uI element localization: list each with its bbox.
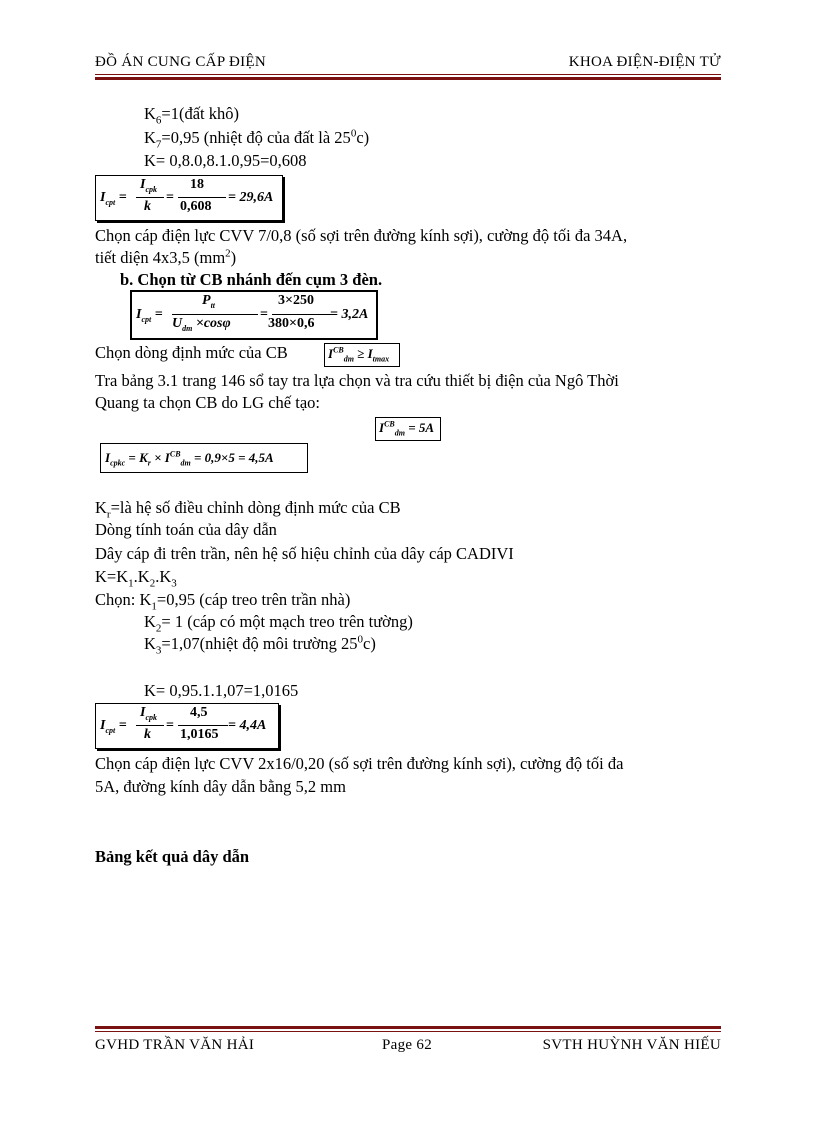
- k-product-formula: $K=K_1.K_2.K_3$: [95, 567, 177, 590]
- header-left: ĐỒ ÁN CUNG CẤP ĐIỆN: [95, 54, 266, 70]
- heading-b: b. Chọn từ CB nhánh đến cụm 3 đèn.: [120, 270, 383, 289]
- kr-line: $K_r=là$ hệ số điều chỉnh dòng định mức của CB: [95, 498, 401, 521]
- current-line: Dòng tính toán của dây dẫn: [95, 520, 277, 539]
- k2-line: $K_2= 1$ (cáp có một mạch treo trên tường): [144, 612, 413, 635]
- header-rule-thin: [95, 74, 721, 75]
- k7-line: $K_7=0,95$ (nhiệt độ của đất là $25^0c$): [144, 127, 370, 151]
- formula-icpt-3: $I_{cpt}$ = $I_{cpk}$ k = 4,5 1,0165 = 4,4A: [95, 703, 279, 749]
- k-product-line-1: K= 0,8.0,8.1.0,95=0,608: [144, 151, 307, 170]
- header-right: KHOA ĐIỆN-ĐIỆN TỬ: [568, 54, 721, 70]
- formula-idm-cb: $I^{CB}_{dm} = 5A$: [375, 417, 441, 441]
- formula-cb-condition: $I^{CB}_{dm} \ge I_{tmax}$: [324, 343, 400, 367]
- k-product-line-2: K= 0,95.1.1,07=1,0165: [144, 681, 299, 700]
- formula-icpt-2: $I_{cpt}$ = $P_{tt}$ $U_{dm} \times\cos\varphi$ = 3×250 380×0,6 = 3,2A: [130, 290, 378, 340]
- footer-rule-thick: [95, 1026, 721, 1029]
- header-rule-thick: [95, 77, 721, 80]
- footer-rule-thin: [95, 1031, 721, 1032]
- wire-line: Dây cáp đi trên trần, nên hệ số hiệu chỉnh của dây cáp CADIVI: [95, 544, 514, 563]
- cable2-line-b: 5A, đường kính dây dẫn bằng 5,2 mm: [95, 777, 346, 796]
- cable1-line-a: Chọn cáp điện lực CVV 7/0,8 (số sợi trên đường kính sợi), cường độ tối đa 34A,: [95, 226, 628, 245]
- cable1-line-b: tiết diện 4x3,5 $(mm^2)$: [95, 247, 237, 267]
- footer-right: SVTH HUỲNH VĂN HIẾU: [542, 1037, 721, 1053]
- footer-left: GVHD TRẦN VĂN HẢI: [95, 1037, 255, 1053]
- formula-icpkc: $I_{cpkc} = K_r \times I^{CB}_{dm} = 0,9\times 5 = 4,5A$: [100, 443, 308, 473]
- k3-line: $K_3=1,07(nhiệt$ độ môi trường $25^0c$): [144, 633, 376, 657]
- formula-icpt-1: $I_{cpt}$ = $I_{cpk}$ k = 18 0,608 = 29,6A: [95, 175, 283, 221]
- table-line-a: Tra bảng 3.1 trang 146 sổ tay tra lựa chọn và tra cứu thiết bị điện của Ngô Thời: [95, 371, 619, 390]
- k6-line: $K_6=1(đất$ khô): [144, 104, 239, 127]
- table-line-b: Quang ta chọn CB do LG chế tạo:: [95, 393, 320, 412]
- result-heading: Bảng kết quả dây dẫn: [95, 847, 250, 866]
- choose-cb-line: Chọn dòng định mức của CB: [95, 343, 288, 362]
- k1-line: Chọn: $K_1=0,95$ (cáp treo trên trần nhà): [95, 590, 351, 613]
- cable2-line-a: Chọn cáp điện lực CVV 2x16/0,20 (số sợi trên đường kính sợi), cường độ tối đa: [95, 754, 624, 773]
- page-number: Page 62: [382, 1037, 433, 1053]
